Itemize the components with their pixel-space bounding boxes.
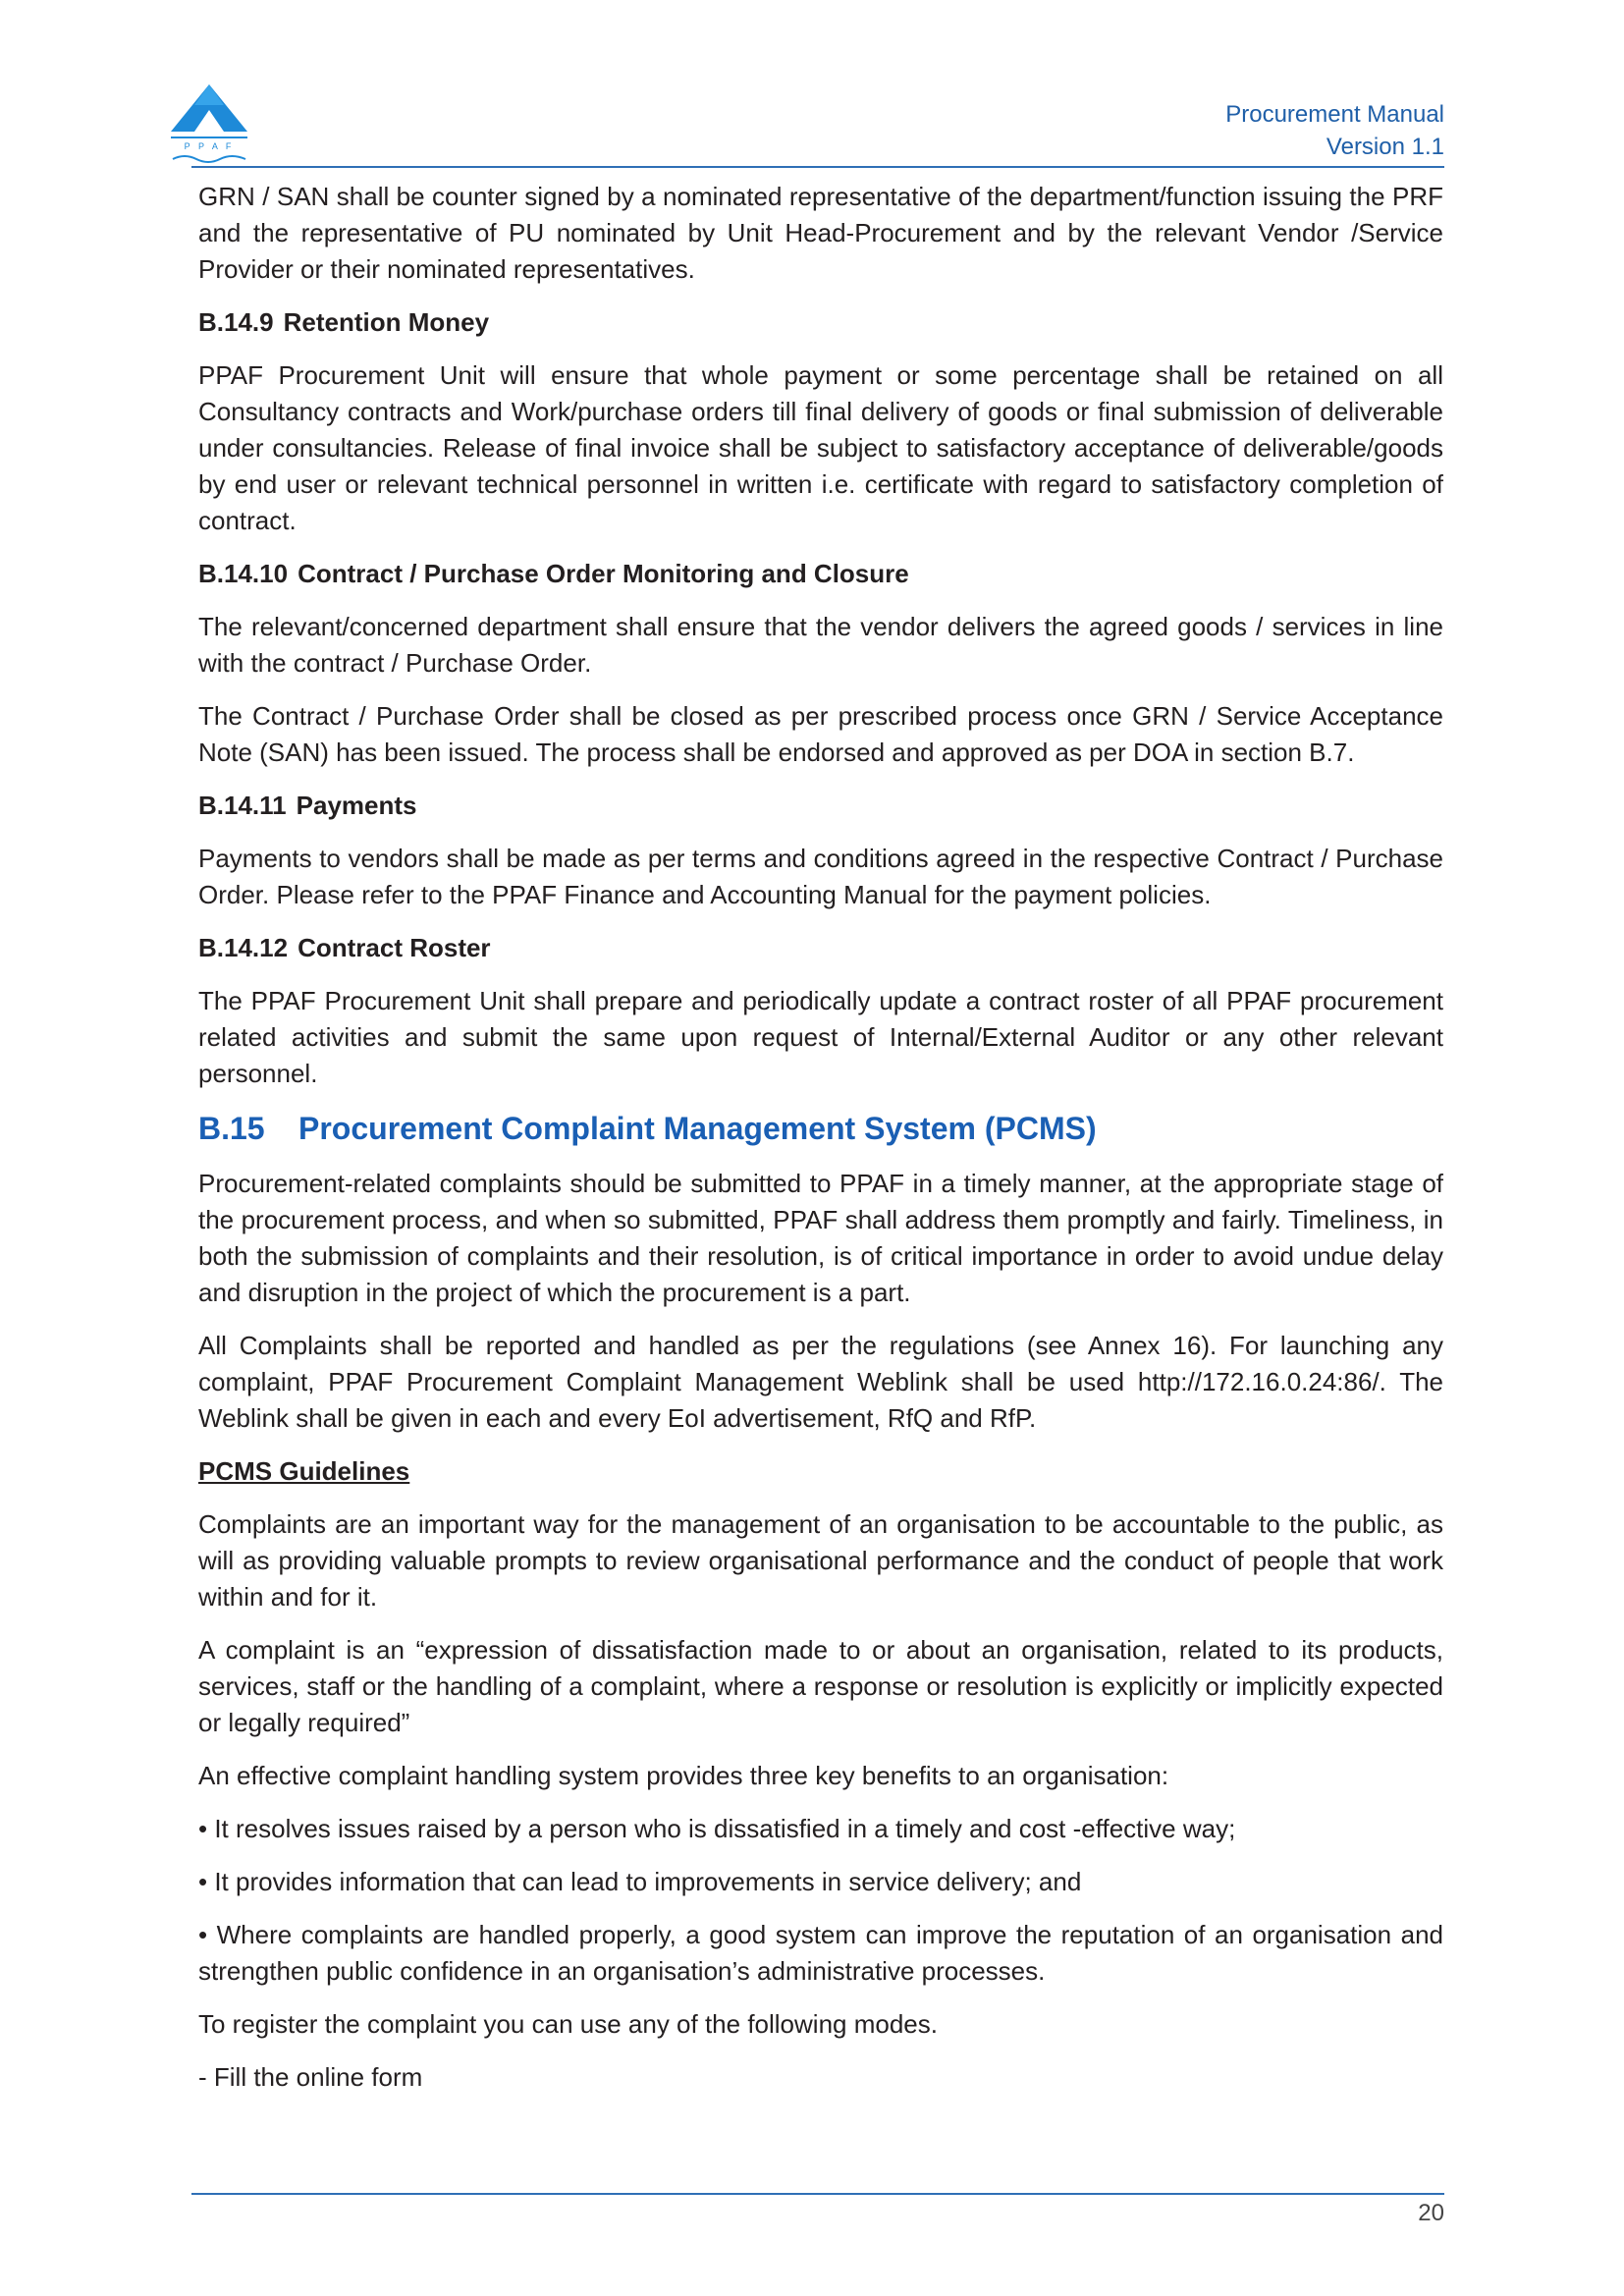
- paragraph: All Complaints shall be reported and handled as per the regulations (see Annex 16). For launching any complaint, PPAF Procurement Complaint Management Weblink shall be used http://172.16.0.24:86/. The Weblink shall be given in each and every EoI advertisement, RfQ and RfP.: [198, 1331, 1443, 1433]
- section-title: Retention Money: [283, 307, 490, 337]
- intro-paragraph: GRN / SAN shall be counter signed by a nominated representative of the department/function issuing the PRF and the representative of PU nominated by Unit Head-Procurement and by the relevant Vendor /Service Provider or their nominated representatives.: [198, 182, 1443, 284]
- section-title: Contract / Purchase Order Monitoring and Closure: [298, 559, 909, 588]
- logo-caption: P P A F: [184, 141, 235, 151]
- list-item: - Fill the online form: [198, 2062, 423, 2092]
- paragraph: To register the complaint you can use any of the following modes.: [198, 2009, 938, 2039]
- section-heading: [198, 930, 1443, 966]
- document-title: Procurement Manual: [1225, 101, 1444, 128]
- section-heading: [198, 556, 1443, 592]
- bullet-item: • It provides information that can lead to improvements in service delivery; and: [198, 1867, 1082, 1896]
- ppaf-logo: [165, 81, 253, 169]
- paragraph: The Contract / Purchase Order shall be closed as per prescribed process once GRN / Service Acceptance Note (SAN) has been issued. The process shall be endorsed and approved as per DOA in section B.7.: [198, 701, 1443, 767]
- chapter-title: Procurement Complaint Management System (PCMS): [298, 1111, 1097, 1146]
- section-heading: [198, 788, 1443, 824]
- paragraph: Procurement-related complaints should be submitted to PPAF in a timely manner, at the appropriate stage of the procurement process, and when so submitted, PPAF shall address them promptly and fairly. Timeliness, in both the submission of complaints and their resolution, is of critical importance in order to avoid undue delay and disruption in the project of which the procurement is a part.: [198, 1169, 1443, 1307]
- bullet-item: • Where complaints are handled properly, a good system can improve the reputation of an organisation and strengthen public confidence in an organisation’s administrative processes.: [198, 1920, 1443, 1986]
- page-content: [198, 179, 1443, 2112]
- page-number: 20: [1418, 2200, 1444, 2226]
- section-number: B.14.9: [198, 307, 274, 337]
- guidelines-heading: PCMS Guidelines: [198, 1456, 410, 1486]
- chapter-number: B.15: [198, 1111, 265, 1146]
- section-number: B.14.10: [198, 559, 289, 588]
- section-title: Payments: [296, 791, 417, 820]
- paragraph: The PPAF Procurement Unit shall prepare and periodically update a contract roster of all PPAF procurement related activities and submit the same upon request of Internal/External Auditor or any other relevant personnel.: [198, 986, 1443, 1088]
- section-number: B.14.11: [198, 791, 287, 820]
- document-header: [1225, 98, 1444, 163]
- bullet-item: • It resolves issues raised by a person who is dissatisfied in a timely and cost -effective way;: [198, 1814, 1236, 1843]
- section-title: Contract Roster: [298, 933, 491, 962]
- paragraph: A complaint is an “expression of dissatisfaction made to or about an organisation, related to its products, services, staff or the handling of a complaint, where a response or resolution is explicitly or implicitly expected or legally required”: [198, 1635, 1443, 1737]
- footer-rule: [191, 2193, 1444, 2195]
- paragraph: PPAF Procurement Unit will ensure that whole payment or some percentage shall be retained on all Consultancy contracts and Work/purchase orders till final delivery of goods or final submission of deliverable under consultancies. Release of final invoice shall be subject to satisfactory acceptance of deliverable/goods by end user or relevant technical personnel in written i.e. certificate with regard to satisfactory completion of contract.: [198, 360, 1443, 535]
- paragraph: Payments to vendors shall be made as per terms and conditions agreed in the respective Contract / Purchase Order. Please refer to the PPAF Finance and Accounting Manual for the payment policies.: [198, 844, 1443, 909]
- section-number: B.14.12: [198, 933, 289, 962]
- paragraph: Complaints are an important way for the management of an organisation to be accountable to the public, as will as providing valuable prompts to review organisational performance and the conduct of people that work within and for it.: [198, 1509, 1443, 1612]
- paragraph: The relevant/concerned department shall ensure that the vendor delivers the agreed goods / services in line with the contract / Purchase Order.: [198, 612, 1443, 678]
- section-heading: [198, 304, 1443, 341]
- paragraph: An effective complaint handling system provides three key benefits to an organisation:: [198, 1761, 1169, 1790]
- document-version: Version 1.1: [1326, 134, 1444, 160]
- header-rule: [191, 166, 1444, 168]
- chapter-heading: [198, 1109, 1443, 1148]
